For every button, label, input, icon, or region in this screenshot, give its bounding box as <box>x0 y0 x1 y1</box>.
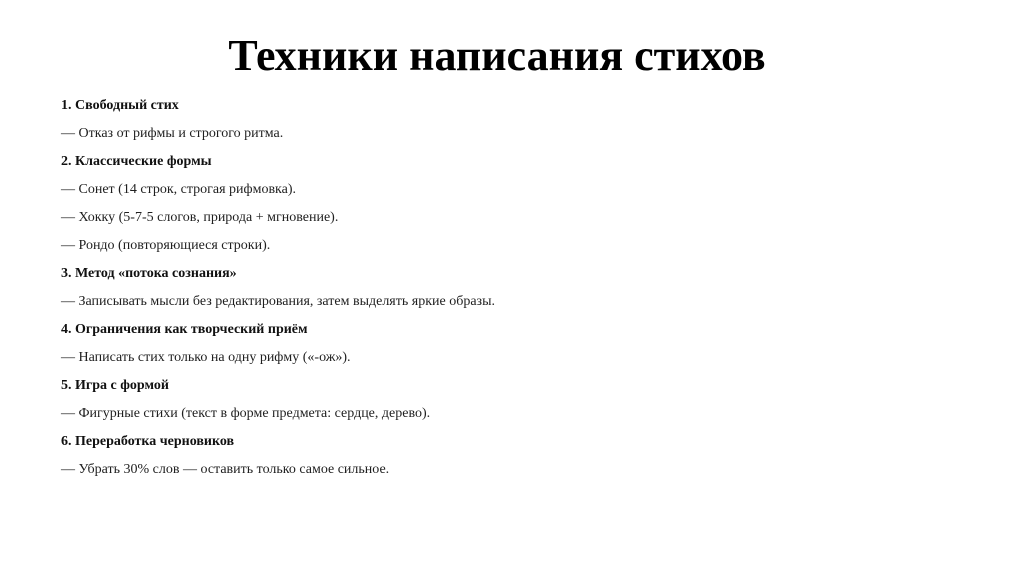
section-item: — Фигурные стихи (текст в форме предмета: сердце, дерево). <box>61 406 431 421</box>
section-item: — Записывать мысли без редактирования, затем выделять яркие образы. <box>61 294 495 309</box>
section-item: — Хокку (5-7-5 слогов, природа + мгновение). <box>61 210 339 225</box>
section-heading: 1. Свободный стих <box>61 98 179 113</box>
section-item: — Рондо (повторяющиеся строки). <box>61 238 271 253</box>
section-heading: 6. Переработка черновиков <box>61 434 235 449</box>
section-heading: 3. Метод «потока сознания» <box>61 266 237 281</box>
technique-list <box>61 92 961 484</box>
section-heading: 2. Классические формы <box>61 154 212 169</box>
section-heading: 5. Игра с формой <box>61 378 169 393</box>
section-item: — Написать стих только на одну рифму («-ож»). <box>61 350 351 365</box>
section-item: — Отказ от рифмы и строгого ритма. <box>61 126 284 141</box>
section-heading: 4. Ограничения как творческий приём <box>61 322 308 337</box>
section-item: — Убрать 30% слов — оставить только самое сильное. <box>61 462 390 477</box>
slide-title: Техники написания стихов <box>228 31 766 80</box>
section-item: — Сонет (14 строк, строгая рифмовка). <box>61 182 297 197</box>
